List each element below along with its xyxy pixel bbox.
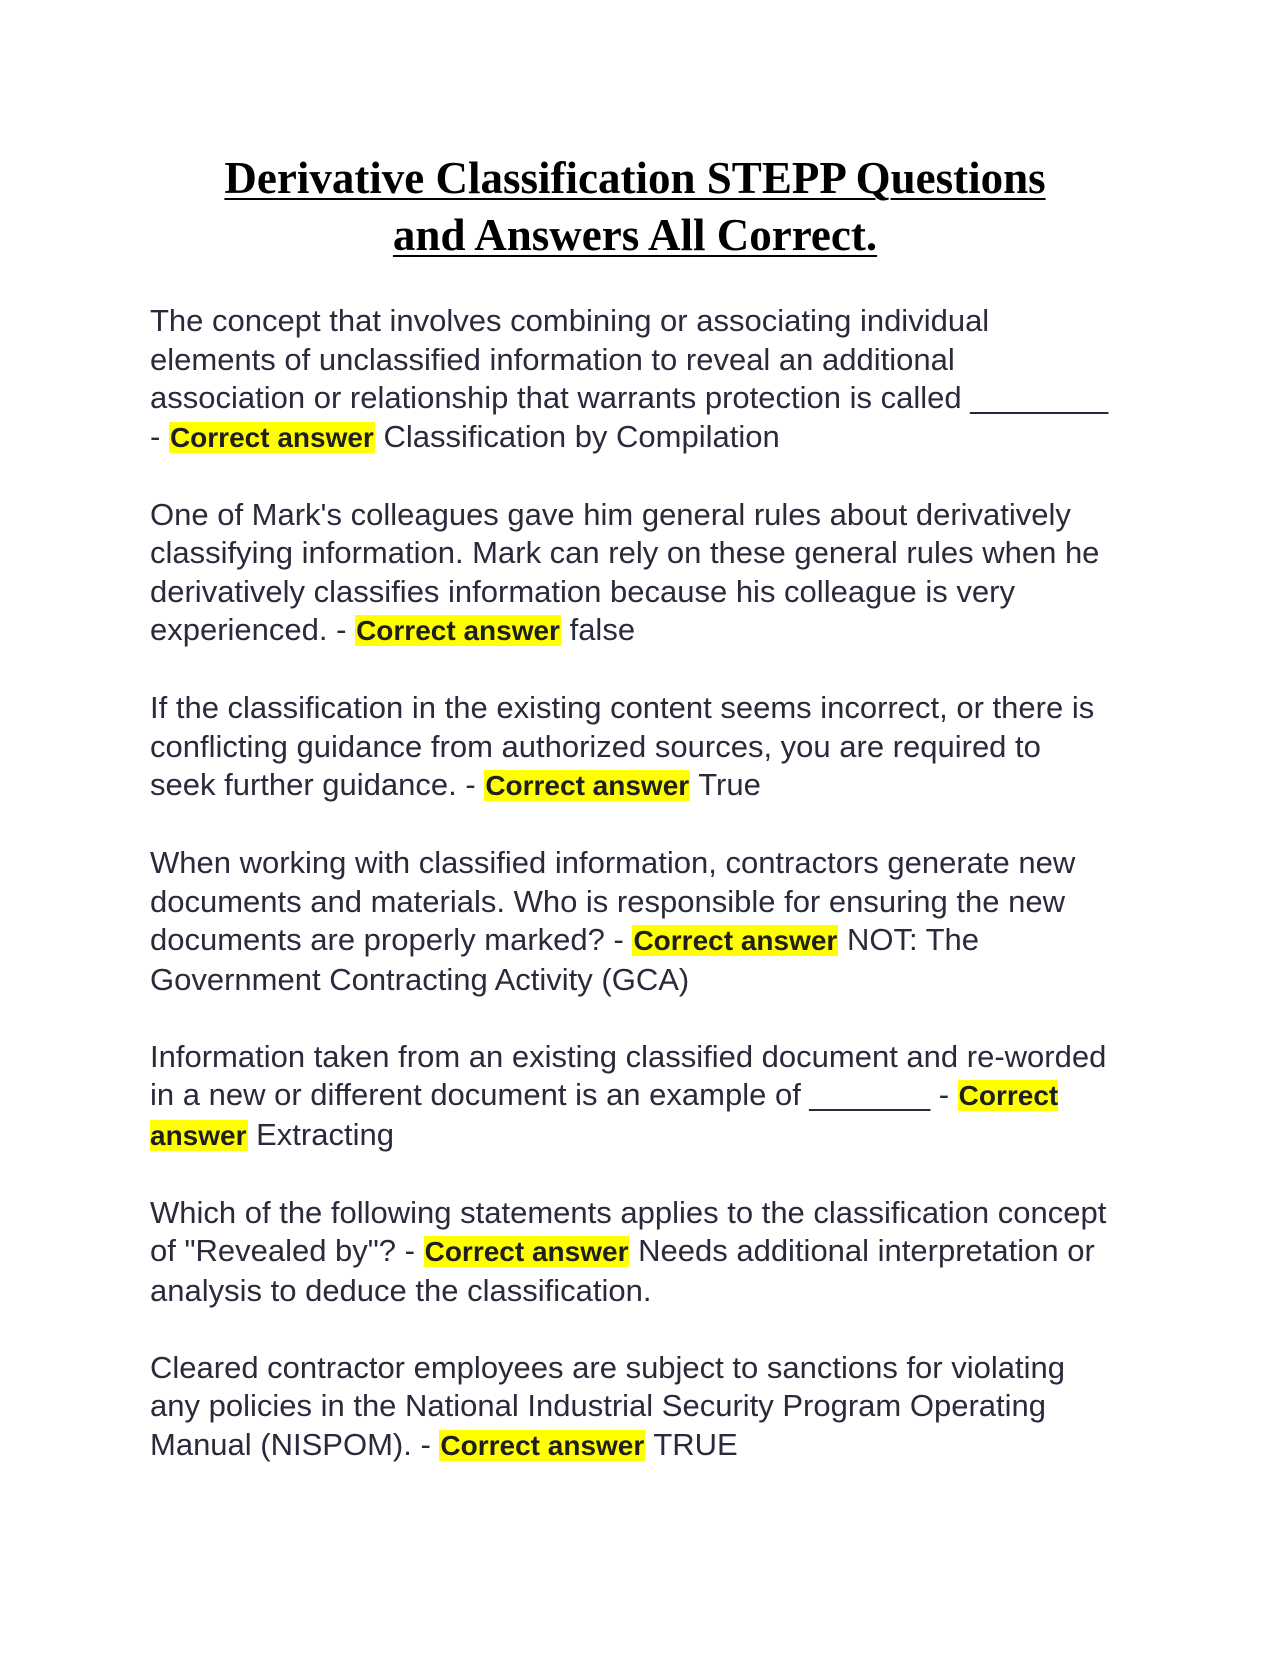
qa-list bbox=[150, 302, 1110, 1504]
correct-answer-label: Correct answer bbox=[633, 925, 838, 956]
qa-item bbox=[150, 844, 1110, 999]
answer-text: Classification by Compilation bbox=[383, 418, 780, 454]
answer-text: TRUE bbox=[653, 1426, 738, 1462]
question-text: Which of the following statements applies to the classification concept of "Revealed by"? - bbox=[150, 1194, 1107, 1268]
correct-answer-label: Correct answer bbox=[356, 615, 560, 646]
question-text: Information taken from an existing classified document and re-worded in a new or different document is an example of _______ - bbox=[150, 1038, 1107, 1112]
question-text: Cleared contractor employees are subject to sanctions for violating any policies in the National Industrial Security Program Operating Manual (NISPOM). - bbox=[150, 1349, 1065, 1462]
answer-text: NOT: The Government Contracting Activity (GCA) bbox=[150, 922, 980, 997]
answer-text: false bbox=[569, 612, 636, 647]
correct-answer-label: Correct answer bbox=[169, 421, 374, 453]
answer-text: True bbox=[698, 767, 761, 802]
title-line-1: Derivative Classification STEPP Questions bbox=[224, 153, 1046, 203]
qa-item bbox=[150, 496, 1110, 651]
qa-item bbox=[150, 1194, 1110, 1311]
question-text: The concept that involves combining or associating individual elements of unclassified information to reveal an additional association or relationship that warrants protection is called ________ - bbox=[150, 303, 1109, 454]
question-text: One of Mark's colleagues gave him general rules about derivatively classifying information. Mark can rely on these general rules when he derivatively classifies information because his colleague is very experienced. - bbox=[150, 496, 1100, 647]
document-title bbox=[150, 150, 1120, 264]
question-text: When working with classified information, contractors generate new documents and materials. Who is responsible for ensuring the new documents are properly marked? - bbox=[150, 845, 1076, 957]
answer-text: Extracting bbox=[256, 1116, 394, 1152]
qa-item bbox=[150, 302, 1110, 457]
correct-answer-label: Correct answer bbox=[440, 1429, 645, 1461]
correct-answer-label: Correct answer bbox=[150, 1080, 1059, 1151]
correct-answer-label: Correct answer bbox=[485, 770, 690, 801]
title-line-2: and Answers All Correct. bbox=[392, 210, 878, 260]
question-text: If the classification in the existing content seems incorrect, or there is conflicting guidance from authorized sources, you are required to seek further guidance. - bbox=[150, 690, 1095, 802]
qa-item bbox=[150, 1349, 1110, 1466]
qa-item bbox=[150, 1038, 1110, 1156]
qa-item bbox=[150, 689, 1110, 806]
answer-text: Needs additional interpretation or analysis to deduce the classification. bbox=[150, 1233, 1095, 1308]
correct-answer-label: Correct answer bbox=[424, 1236, 629, 1267]
